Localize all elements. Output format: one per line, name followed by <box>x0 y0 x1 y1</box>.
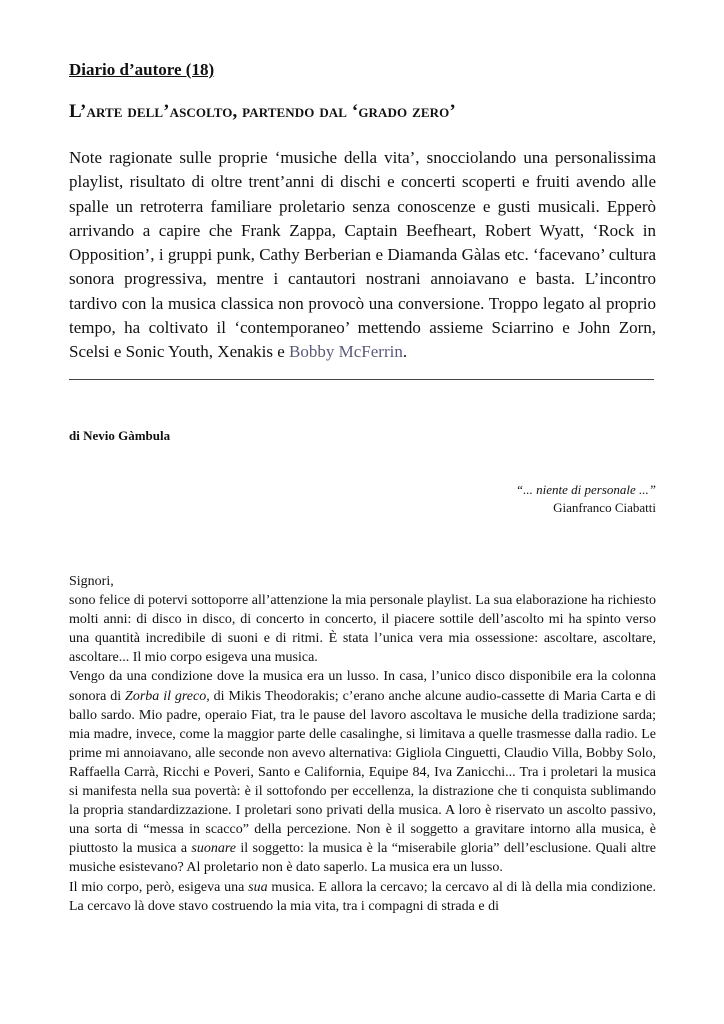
horizontal-rule <box>69 379 654 380</box>
epigraph-author: Gianfranco Ciabatti <box>553 500 656 515</box>
body-paragraph-2-text-c: il soggetto: la musica è la “miserabile gloria” dell’esclusione. Quali altre musiche esistevano? Al proletario non è dato saperlo. La musica era un lusso. <box>69 841 656 876</box>
epigraph-quote: “... niente di personale ...” <box>515 482 656 497</box>
body-paragraph-2 <box>69 667 656 877</box>
body-paragraph-2-italic-title: Zorba il greco <box>125 688 207 704</box>
body-paragraph-3-text-b: musica. E allora la cercavo; la cercavo al di là della mia condizione. La cercavo là dove stavo costruendo la mia vita, tra i compagni di strada e di <box>69 879 656 914</box>
body-paragraph-1: sono felice di potervi sottoporre all’attenzione la mia personale playlist. La sua elaborazione ha richiesto molti anni: di disco in disco, di concerto in concerto, il piacere sottile dell’ascolto mi ha spinto verso una quantità incredibile di suoni e di ritmi. È stata l’unica vera mia ossessione: ascoltare, ascoltare, ascoltare... Il mio corpo esigeva una musica. <box>69 593 656 666</box>
abstract-link-name: Bobby McFerrin <box>289 342 403 362</box>
article-body <box>69 572 656 916</box>
epigraph <box>516 481 656 517</box>
body-paragraph-3-italic-word: sua <box>248 879 268 895</box>
article-title: L’arte dell’ascolto, partendo dal ‘grado zero’ <box>69 101 456 122</box>
salutation: Signori, <box>69 574 114 589</box>
abstract-paragraph <box>69 146 656 365</box>
author-byline: di Nevio Gàmbula <box>69 428 171 443</box>
body-paragraph-3-text-a: Il mio corpo, però, esigeva una <box>69 879 249 895</box>
body-paragraph-2-italic-word: suonare <box>191 841 237 857</box>
abstract-text: Note ragionate sulle proprie ‘musiche della vita’, snocciolando una personalissima playlist, risultato di oltre trent’anni di dischi e concerti scoperti e fruiti avendo alle spalle un retroterra familiare proletario senza conoscenze e gusti musicali. Epperò arrivando a capire che Frank Zappa, Captain Beefheart, Robert Wyatt, ‘Rock in Opposition’, i gruppi punk, Cathy Berberian e Diamanda Gàlas etc. ‘facevano’ cultura sonora progressiva, mentre i cantautori nostrani annoiavano e basta. L’incontro tardivo con la musica classica non provocò una conversione. Troppo legato al proprio tempo, ha coltivato il ‘contemporaneo’ mettendo assieme Sciarrino e John Zorn, Scelsi e Sonic Youth, Xenakis e <box>69 148 656 362</box>
abstract-end: . <box>402 342 408 362</box>
series-title: Diario d’autore (18) <box>69 60 215 79</box>
body-paragraph-2-text-b: , di Mikis Theodorakis; c’erano anche alcune audio-cassette di Maria Carta e di ballo sardo. Mio padre, operaio Fiat, tra le pause del lavoro ascoltava le musiche della tradizione sarda; mia madre, invece, come la maggior parte delle casalinghe, si limitava a quelle trasmesse dalla radio. Le prime mi annoiavano, alle seconde non avevo alternativa: Gigliola Cinguetti, Claudio Villa, Bobby Solo, Raffaella Carrà, Ricchi e Poveri, Santo e California, Equipe 84, Iva Zanicchi... Tra i proletari la musica si manifesta nella sua povertà: è il sottofondo per eccellenza, la distrazione che ti conquista sublimando la propria standardizzazione. I proletari sono privati della musica. A loro è riservato un ascolto passivo, una sorta di “messa in scacco” della percezione. Non è il soggetto a gravitare intorno alla musica, è piuttosto la musica a <box>69 688 657 857</box>
body-paragraph-3 <box>69 878 656 916</box>
body-paragraph-2-text-a: Vengo da una condizione dove la musica era un lusso. In casa, l’unico disco disponibile era la colonna sonora di <box>69 669 656 704</box>
